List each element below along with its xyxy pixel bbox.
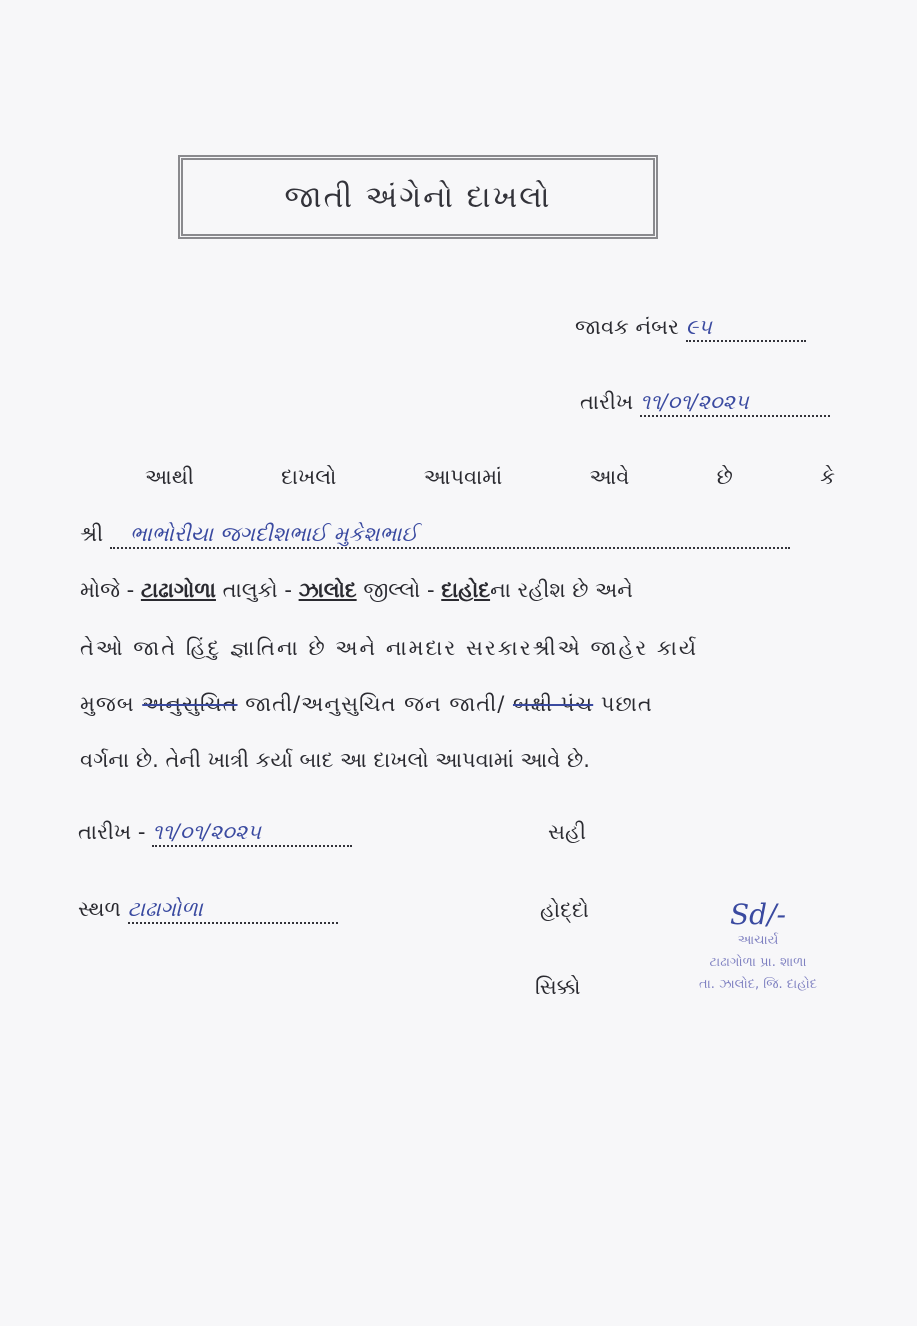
district-name: દાહોદ (441, 578, 491, 602)
residence-line (80, 578, 633, 603)
intro-word: આવે (589, 465, 630, 489)
verification-line (80, 748, 590, 773)
stamp-line: ટાઢાગોળા પ્રા. શાળા (709, 955, 807, 970)
district-label: જીલ્લો - (363, 578, 435, 602)
official-stamp (668, 900, 848, 996)
shri-label: શ્રી (80, 522, 104, 546)
intro-word: દાખલો (281, 465, 337, 489)
caste-text: તેઓ જાતે હિંદુ જ્ઞાતિના છે અને નામદાર સરકારશ્રીએ જાહેર કાર્ય (80, 636, 699, 660)
name-row (80, 522, 790, 549)
village-name: ટાઢાગોળા (140, 578, 216, 602)
stamp-line: આચાર્ય (737, 933, 779, 948)
resident-text: ના રહીશ છે અને (490, 578, 633, 602)
struck-category-2: બક્ષી પંચ (512, 692, 594, 716)
stamp-line: તા. ઝાલોદ, જિ. દાહોદ (699, 977, 817, 992)
certificate-title: જાતી અંગેનો દાખલો (178, 155, 658, 239)
intro-word: છે (716, 465, 733, 489)
footer-date-value: ૧૧/૦૧/૨૦૨૫ (152, 820, 352, 847)
date-top-label: તારીખ (580, 390, 634, 414)
footer-date-label: તારીખ - (78, 820, 146, 844)
mujab-text: મુજબ (80, 692, 135, 716)
footer-place-value: ટાઢાગોળા (128, 897, 338, 924)
outward-number-row (575, 315, 806, 342)
footer-place-row (78, 897, 338, 924)
signature-mark: Sd/- (730, 898, 786, 931)
intro-word: આથી (145, 465, 194, 489)
verification-text: વર્ગના છે. તેની ખાત્રી કર્યા બાદ આ દાખલો આપવામાં આવે છે. (80, 748, 590, 772)
category-text: જાતી/અનુસુચિત જન જાતી/ (245, 692, 506, 716)
intro-line (145, 465, 835, 490)
signature-label: સહી (548, 820, 586, 844)
designation-label: હોદ્દો (540, 898, 589, 922)
pachhat-text: પછાત (600, 692, 653, 716)
person-name: ભાભોરીયા જગદીશભાઈ મુકેશભાઈ (110, 522, 790, 549)
intro-word: આપવામાં (423, 465, 503, 489)
intro-word: કે (820, 465, 835, 489)
footer-date-row (78, 820, 352, 847)
date-top-row (580, 390, 830, 417)
category-line (80, 692, 653, 717)
taluka-name: ઝાલોદ (298, 578, 357, 602)
outward-number-label: જાવક નંબર (575, 315, 679, 339)
taluka-label: તાલુકો - (222, 578, 292, 602)
outward-number-value: ૯૫ (686, 315, 806, 342)
date-top-value: ૧૧/૦૧/૨૦૨૫ (640, 390, 830, 417)
caste-line (80, 636, 698, 661)
footer-place-label: સ્થળ (78, 897, 121, 921)
mouje-label: મોજે - (80, 578, 135, 602)
struck-category-1: અનુસુચિત (142, 692, 238, 716)
seal-label: સિક્કો (535, 975, 581, 999)
